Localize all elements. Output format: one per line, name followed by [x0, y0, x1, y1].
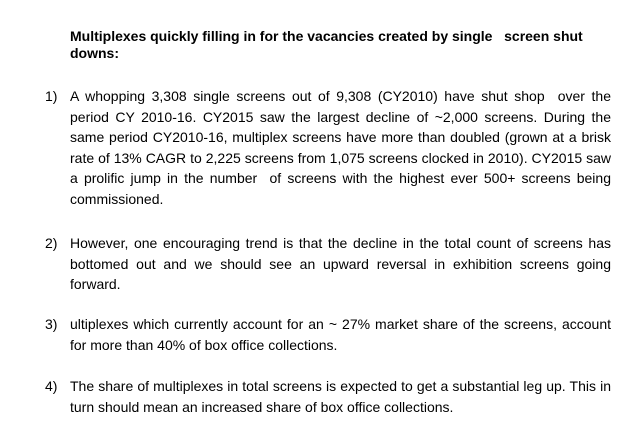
section-heading: Multiplexes quickly filling in for the vacancies created by single screen shut downs: — [70, 28, 595, 61]
list-item-number: 3) — [45, 316, 58, 332]
list-item-number: 2) — [45, 235, 58, 251]
list-item-number: 1) — [45, 88, 58, 104]
list-item-number: 4) — [45, 378, 58, 394]
list-item-text: A whopping 3,308 single screens out of 9,308 (CY2010) have shut shop over the period CY 2010-16. CY2015 saw the largest decline of ~2,000 screens. During the same period CY2010-16, multiplex screens have more than doubled (grown at a brisk rate of 13% CAGR to 2,225 screens from 1,075 screens clocked in 2010). CY2015 saw a prolific jump in the number of screens with the highest ever 500+ screens being commissioned. — [70, 88, 615, 207]
list-item-text: ultiplexes which currently account for an ~ 27% market share of the screens, account for more than 40% of box office collections. — [70, 316, 615, 353]
list-item-text: The share of multiplexes in total screens is expected to get a substantial leg up. This in turn should mean an increased share of box office collections. — [70, 378, 615, 415]
list-item-text: However, one encouraging trend is that the decline in the total count of screens has bottomed out and we should see an upward reversal in exhibition screens going forward. — [70, 235, 615, 292]
